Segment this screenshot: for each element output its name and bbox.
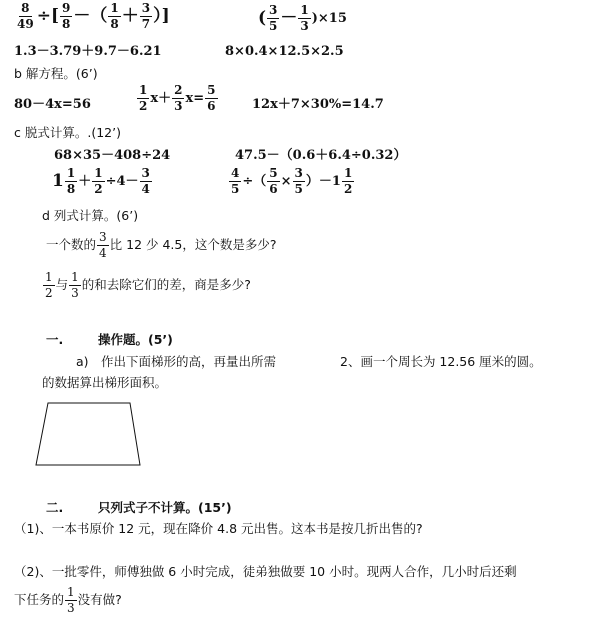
fraction bbox=[140, 167, 152, 195]
fraction bbox=[65, 586, 77, 614]
section-number-1: 一. bbox=[46, 332, 64, 347]
fraction bbox=[43, 271, 55, 299]
fraction-numerator: 1 bbox=[71, 270, 79, 284]
task-a: a) 作出下面梯形的高，再量出所需 bbox=[76, 354, 277, 369]
fraction bbox=[137, 84, 149, 112]
expression-part: ÷（ bbox=[242, 173, 267, 189]
expression-part: 下任务的 bbox=[14, 591, 65, 607]
section-title-2: 只列式子不计算。(15’) bbox=[98, 500, 232, 515]
fraction-numerator: 9 bbox=[62, 1, 71, 15]
fraction bbox=[229, 167, 241, 195]
fraction-denominator: 3 bbox=[174, 98, 183, 113]
fraction-denominator: 2 bbox=[94, 181, 103, 196]
calc-expression-c2: 47.5－（0.6＋6.4÷0.32） bbox=[235, 148, 407, 163]
equation-2 bbox=[136, 84, 219, 112]
fraction-numerator: 3 bbox=[269, 3, 278, 17]
fraction-denominator: 2 bbox=[45, 285, 53, 300]
fraction-numerator: 5 bbox=[269, 166, 278, 180]
fraction-numerator: 1 bbox=[300, 3, 309, 17]
fraction-denominator: 4 bbox=[99, 245, 107, 260]
fraction-numerator: 3 bbox=[294, 166, 303, 180]
problem-2-line-2 bbox=[14, 586, 122, 614]
expression-part: × bbox=[280, 173, 292, 189]
calc-expression-c1: 68×35－408÷24 bbox=[54, 148, 171, 163]
section-title-1: 操作题。(5’) bbox=[98, 332, 173, 347]
fraction-denominator: 2 bbox=[343, 181, 353, 196]
calc-expression-c3 bbox=[52, 167, 153, 195]
section-heading-b: b 解方程。(6’) bbox=[14, 66, 98, 81]
fraction-denominator: 5 bbox=[231, 181, 240, 196]
fraction-denominator: 5 bbox=[269, 18, 278, 33]
fraction bbox=[267, 167, 279, 195]
fraction-denominator: 49 bbox=[17, 16, 34, 31]
fraction-denominator: 3 bbox=[300, 18, 309, 33]
word-problem-d2 bbox=[42, 271, 251, 299]
expression-part: 与 bbox=[55, 276, 69, 292]
expression-part: 1 bbox=[52, 170, 64, 191]
fraction bbox=[97, 231, 109, 259]
trapezoid-figure bbox=[34, 401, 144, 467]
expression-part: 比 12 少 4.5，这个数是多少? bbox=[109, 236, 277, 252]
expression-part: ( bbox=[258, 7, 267, 28]
expression-part: 一个数的 bbox=[46, 236, 97, 252]
fraction bbox=[69, 271, 81, 299]
section-number-2: 二. bbox=[46, 500, 64, 515]
fraction-numerator: 1 bbox=[94, 166, 103, 180]
fraction bbox=[267, 4, 279, 32]
calc-expression-2 bbox=[258, 4, 347, 32]
problem-1: （1)、一本书原价 12 元，现在降价 4.8 元出售。这本书是按几折出售的? bbox=[14, 521, 423, 536]
equation-1: 80－4x=56 bbox=[14, 97, 91, 112]
fraction bbox=[60, 2, 72, 30]
fraction-denominator: 3 bbox=[71, 285, 79, 300]
expression-part: x= bbox=[185, 90, 205, 106]
expression-part: x＋ bbox=[150, 90, 172, 106]
fraction-denominator: 8 bbox=[62, 16, 71, 31]
expression-part: － bbox=[280, 7, 298, 28]
fraction-numerator: 8 bbox=[21, 1, 30, 15]
fraction-denominator: 8 bbox=[66, 181, 76, 196]
fraction-numerator: 1 bbox=[45, 270, 53, 284]
fraction bbox=[342, 167, 354, 195]
fraction-denominator: 5 bbox=[294, 181, 303, 196]
fraction bbox=[15, 2, 36, 30]
fraction-numerator: 2 bbox=[174, 83, 183, 97]
expression-part: )×15 bbox=[311, 10, 347, 26]
fraction-numerator: 1 bbox=[67, 585, 75, 599]
equation-3: 12x＋7×30%=14.7 bbox=[252, 97, 384, 112]
expression-part: ＋ bbox=[78, 173, 92, 189]
fraction bbox=[293, 167, 305, 195]
fraction-denominator: 3 bbox=[67, 600, 75, 615]
fraction-denominator: 4 bbox=[141, 181, 150, 196]
fraction-numerator: 1 bbox=[139, 83, 148, 97]
fraction bbox=[65, 167, 77, 195]
fraction-denominator: 7 bbox=[141, 16, 151, 31]
fraction-numerator: 3 bbox=[141, 166, 150, 180]
expression-part: －（ bbox=[73, 5, 108, 26]
fraction-numerator: 3 bbox=[99, 230, 107, 244]
expression-part: ）] bbox=[153, 5, 170, 26]
fraction bbox=[298, 4, 310, 32]
fraction-numerator: 1 bbox=[343, 166, 353, 180]
fraction-denominator: 6 bbox=[269, 181, 278, 196]
calc-expression-3: 1.3－3.79＋9.7－6.21 bbox=[14, 44, 162, 59]
section-heading-d: d 列式计算。(6’) bbox=[42, 208, 139, 223]
calc-expression-1 bbox=[14, 2, 170, 30]
expression-part: ＋ bbox=[121, 5, 139, 26]
fraction bbox=[172, 84, 184, 112]
task-2: 2、画一个周长为 12.56 厘米的圆。 bbox=[340, 354, 542, 369]
task-a-continued: 的数据算出梯形面积。 bbox=[42, 375, 168, 390]
fraction-numerator: 5 bbox=[207, 83, 216, 97]
fraction-denominator: 8 bbox=[110, 16, 119, 31]
fraction-denominator: 2 bbox=[139, 98, 148, 113]
section-heading-c: c 脱式计算。.(12’) bbox=[14, 125, 121, 140]
expression-part: ÷[ bbox=[36, 5, 59, 26]
expression-part: 没有做? bbox=[77, 591, 122, 607]
expression-part: ）－1 bbox=[305, 173, 341, 189]
expression-part: 的和去除它们的差，商是多少? bbox=[81, 276, 251, 292]
word-problem-d1 bbox=[46, 231, 277, 259]
calc-expression-c4 bbox=[228, 167, 355, 195]
fraction-denominator: 6 bbox=[207, 98, 216, 113]
trapezoid-shape bbox=[36, 403, 140, 465]
problem-2-line-1: （2)、一批零件，师傅独做 6 小时完成，徒弟独做要 10 小时。现两人合作，几小时后还剩 bbox=[14, 564, 517, 579]
fraction bbox=[205, 84, 217, 112]
fraction-numerator: 1 bbox=[110, 1, 119, 15]
fraction-numerator: 4 bbox=[231, 166, 240, 180]
fraction bbox=[92, 167, 104, 195]
expression-part: ÷4－ bbox=[105, 173, 139, 189]
fraction bbox=[108, 2, 120, 30]
fraction-numerator: 3 bbox=[141, 1, 151, 15]
calc-expression-4: 8×0.4×12.5×2.5 bbox=[225, 44, 344, 59]
fraction bbox=[140, 2, 152, 30]
fraction-numerator: 1 bbox=[66, 166, 76, 180]
